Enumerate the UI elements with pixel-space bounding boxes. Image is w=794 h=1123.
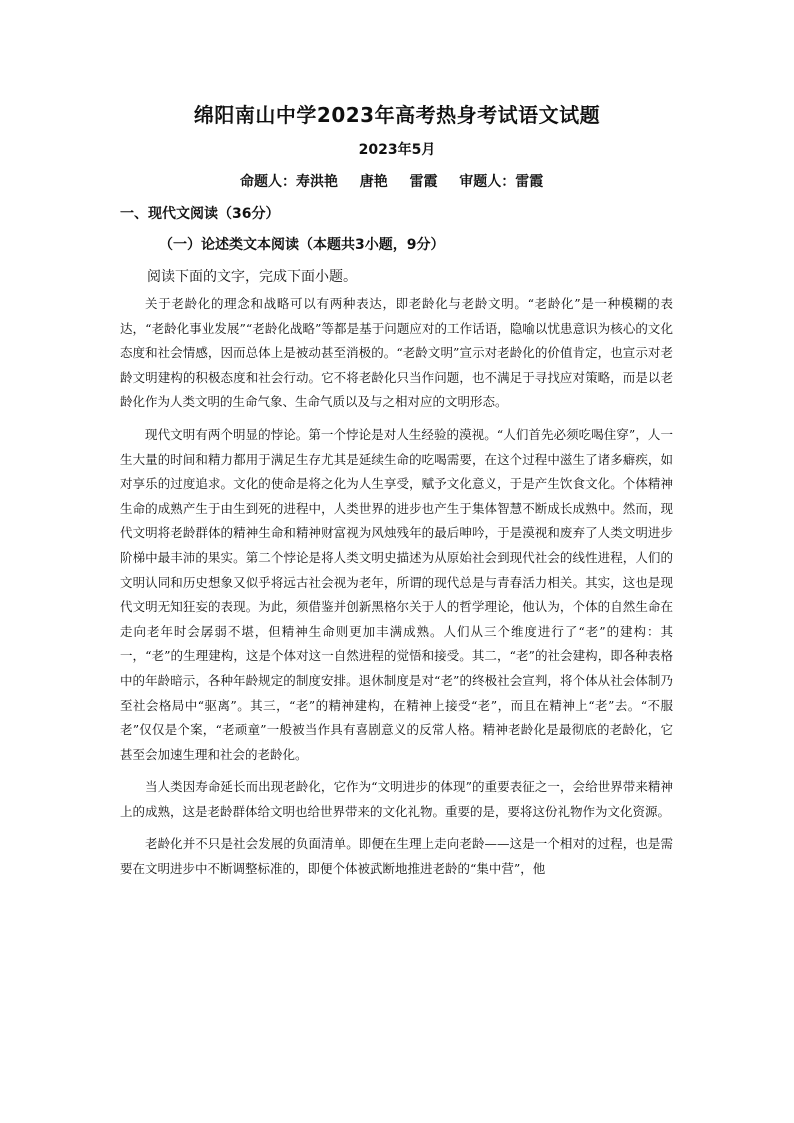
reading-instruction: 阅读下面的文字，完成下面小题。: [147, 269, 357, 285]
reviewer-label: 审题人：: [459, 174, 516, 190]
passage-paragraph: 现代文明有两个明显的悖论。第一个悖论是对人生经验的漠视。“人们首先必须吃喝住穿”，人一生大量的时间和精力都用于满足生存尤其是延续生命的吃喝需要，在这个过程中滋生了诸多癖疾，如对享乐的过度追求。文化的使命是将之化为人生享受，赋予文化意义，于是产生饮食文化。个体精神生命的成熟产生于由生到死的进程中，人类世界的进步也产生于集体智慧不断成长成熟中。然而，现代文明将老龄群体的精神生命和精神财富视为风烛残年的最后呻吟，于是漠视和废弃了人类文明进步阶梯中最丰沛的果实。第二个悖论是将人类文明史描述为从原始社会到现代社会的线性进程，人们的文明认同和历史想象又似乎将远古社会视为老年，所谓的现代总是与青春活力相关。其实，这也是现代文明无知狂妄的表现。为此，须借鉴并创新黑格尔关于人的哲学理论，他认为，个体的自然生命在走向老年时会孱弱不堪，但精神生命则更加丰满成熟。人们从三个维度进行了“老”的建构：其一，“老”的生理建构，这是个体对这一自然进程的觉悟和接受。其二，“老”的社会建构，即各种表格中的年龄暗示，各种年龄规定的制度安排。退休制度是对“老”的终极社会宣判，将个体从社会体制乃至社会格局中“驱离”。其三，“老”的精神建构，在精神上接受“老”，而且在精神上“老”去。“不服老”仅仅是个案，“老顽童”一般被当作具有喜剧意义的反常人格。精神老龄化是最彻底的老龄化，它甚至会加速生理和社会的老龄化。: [120, 426, 673, 762]
proposer-name: 寿洪艳: [296, 174, 338, 190]
passage-paragraph: 当人类因寿命延长而出现老龄化，它作为“文明进步的体现”的重要表征之一，会给世界带来精神上的成熟，这是老龄群体给文明也给世界带来的文化礼物。重要的是，要将这份礼物作为文化资源。: [120, 779, 673, 819]
authors-line: [240, 171, 543, 191]
passage-paragraph: 关于老龄化的理念和战略可以有两种表达，即老龄化与老龄文明。“老龄化”是一种模糊的表达，“老龄化事业发展”“老龄化战略”等都是基于问题应对的工作话语，隐喻以忧患意识为核心的文化态度和社会情感，因而总体上是被动甚至消极的。“老龄文明”宣示对老龄化的价值肯定，也宣示对老龄文明建构的积极态度和社会行动。它不将老龄化只当作问题，也不满足于寻找应对策略，而是以老龄化作为人类文明的生命气象、生命气质以及与之相对应的文明形态。: [120, 296, 673, 410]
reviewer-name: 雷霞: [515, 174, 544, 190]
reading-passage: [120, 292, 673, 890]
passage-paragraph: 老龄化并不只是社会发展的负面清单。即便在生理上走向老龄——这是一个相对的过程，也是需要在文明进步中不断调整标准的，即便个体被武断地推进老龄的“集中营”，他: [120, 836, 673, 877]
exam-title: 绵阳南山中学2023年高考热身考试语文试题: [193, 103, 601, 127]
section-heading: 一、现代文阅读（36分）: [120, 206, 280, 222]
proposer-name: 雷霞: [409, 174, 438, 190]
exam-date: 2023年5月: [358, 142, 436, 158]
proposer-name: 唐艳: [359, 174, 388, 190]
subsection-heading: （一）论述类文本阅读（本题共3小题，9分）: [159, 237, 445, 253]
proposer-label: 命题人：: [240, 174, 296, 190]
